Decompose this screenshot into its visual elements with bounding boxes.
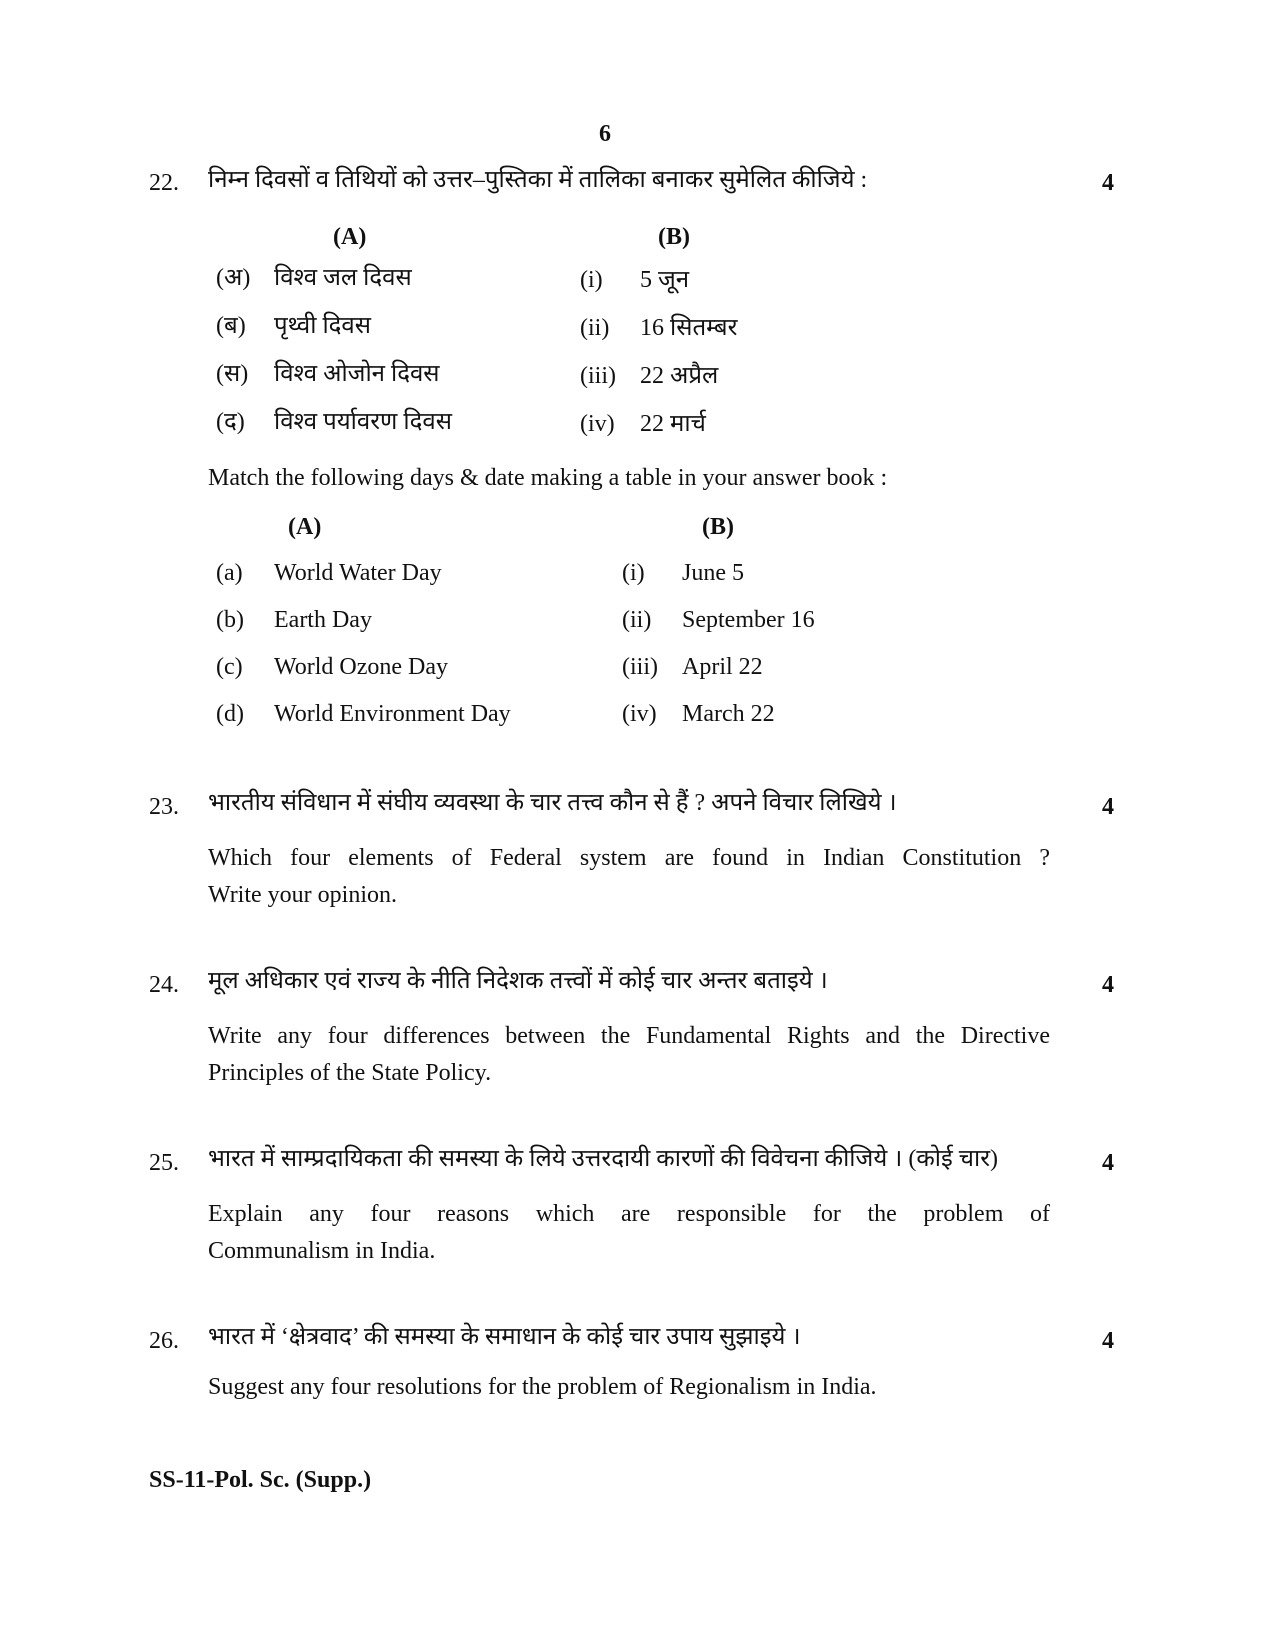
row-label-b: (ii)	[580, 315, 610, 341]
question-number: 22.	[149, 170, 179, 196]
question-hindi-text: भारतीय संविधान में संघीय व्यवस्था के चार तत्त्व कौन से हैं ? अपने विचार लिखिये ।	[208, 790, 897, 816]
row-item-a: पृथ्वी दिवस	[274, 313, 371, 339]
row-label-a: (अ)	[216, 265, 251, 291]
english-column-b-heading: (B)	[702, 514, 734, 540]
row-item-b: 22 मार्च	[640, 411, 706, 437]
row-item-b: March 22	[682, 701, 775, 727]
question-english-line-2: Communalism in India.	[208, 1238, 436, 1264]
row-item-a: विश्व ओजोन दिवस	[274, 361, 440, 387]
question-hindi-text: भारत में साम्प्रदायिकता की समस्या के लिये उत्तरदायी कारणों की विवेचना कीजिये । (कोई चार)	[208, 1146, 999, 1172]
question-hindi-text: निम्न दिवसों व तिथियों को उत्तर–पुस्तिका में तालिका बनाकर सुमेलित कीजिये :	[208, 167, 868, 193]
row-item-a: Earth Day	[274, 607, 372, 633]
row-item-a: World Water Day	[274, 560, 442, 586]
row-label-b: (iii)	[622, 654, 658, 680]
row-label-a: (b)	[216, 607, 244, 633]
question-number: 23.	[149, 794, 179, 820]
row-label-b: (i)	[580, 267, 603, 293]
question-marks: 4	[1102, 1328, 1114, 1354]
question-marks: 4	[1102, 1150, 1114, 1176]
row-item-a: World Ozone Day	[274, 654, 449, 680]
row-item-b: June 5	[682, 560, 744, 586]
row-label-b: (iv)	[622, 701, 657, 727]
question-english-line-1: Explain any four reasons which are responsible for the problem of	[208, 1201, 1050, 1227]
hindi-column-a-heading: (A)	[333, 224, 367, 250]
row-label-a: (d)	[216, 701, 244, 727]
row-label-a: (a)	[216, 560, 243, 586]
row-item-b: 5 जून	[640, 267, 690, 293]
question-english-text: Match the following days & date making a table in your answer book :	[208, 465, 888, 491]
row-label-a: (द)	[216, 409, 245, 435]
question-marks: 4	[1102, 794, 1114, 820]
row-item-b: 16 सितम्बर	[640, 315, 738, 341]
question-hindi-text: भारत में ‘क्षेत्रवाद’ की समस्या के समाधान के कोई चार उपाय सुझाइये ।	[208, 1324, 801, 1350]
row-label-b: (iii)	[580, 363, 616, 389]
question-number: 24.	[149, 972, 179, 998]
question-number: 25.	[149, 1150, 179, 1176]
question-number: 26.	[149, 1328, 179, 1354]
row-label-b: (ii)	[622, 607, 652, 633]
question-english-text: Suggest any four resolutions for the problem of Regionalism in India.	[208, 1374, 877, 1400]
row-item-b: 22 अप्रैल	[640, 363, 719, 389]
question-marks: 4	[1102, 972, 1114, 998]
row-label-b: (iv)	[580, 411, 615, 437]
row-item-a: World Environment Day	[274, 701, 511, 727]
row-label-a: (ब)	[216, 313, 246, 339]
row-label-a: (स)	[216, 361, 249, 387]
row-item-a: विश्व पर्यावरण दिवस	[274, 409, 452, 435]
row-label-b: (i)	[622, 560, 645, 586]
row-item-b: September 16	[682, 607, 815, 633]
row-item-b: April 22	[682, 654, 763, 680]
question-english-line-2: Write your opinion.	[208, 882, 397, 908]
question-english-line-2: Principles of the State Policy.	[208, 1060, 492, 1086]
question-english-line-1: Which four elements of Federal system are found in Indian Constitution ?	[208, 845, 1050, 871]
page-number: 6	[599, 121, 611, 147]
question-hindi-text: मूल अधिकार एवं राज्य के नीति निदेशक तत्त्वों में कोई चार अन्तर बताइये ।	[208, 968, 828, 994]
paper-code-footer: SS-11-Pol. Sc. (Supp.)	[149, 1467, 372, 1493]
hindi-column-b-heading: (B)	[658, 224, 690, 250]
row-item-a: विश्व जल दिवस	[274, 265, 412, 291]
row-label-a: (c)	[216, 654, 243, 680]
question-english-line-1: Write any four differences between the Fundamental Rights and the Directive	[208, 1023, 1050, 1049]
english-column-a-heading: (A)	[288, 514, 322, 540]
question-marks: 4	[1102, 170, 1114, 196]
